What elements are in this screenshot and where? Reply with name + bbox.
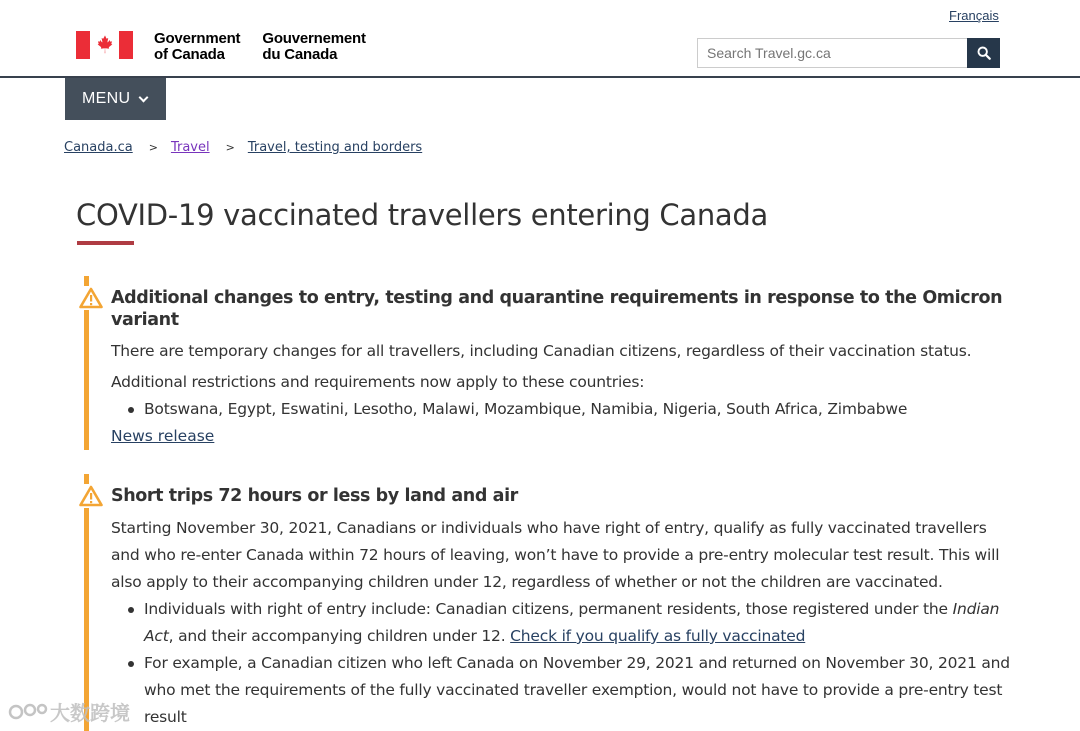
title-underline xyxy=(77,241,134,245)
list-item: Individuals with right of entry include: Canadian citizens, permanent residents, those registered under the Indian Act, and their accompanying children under 12. Check if you qualify as fully vaccinated xyxy=(128,596,1014,650)
site-search xyxy=(697,38,1000,68)
watermark-text: 大数跨境 xyxy=(50,701,130,725)
menu-button[interactable] xyxy=(65,78,166,120)
countries-list xyxy=(128,396,1014,423)
omicron-alert-paragraph: There are temporary changes for all travellers, including Canadian citizens, regardless of their vaccination status. xyxy=(111,342,972,360)
breadcrumb-separator-icon: > xyxy=(148,141,158,154)
chevron-down-icon xyxy=(139,92,149,102)
gov-name-fr: Gouvernement du Canada xyxy=(262,30,366,63)
short-trips-list xyxy=(128,596,1014,731)
list-item: For example, a Canadian citizen who left Canada on November 29, 2021 and returned on November 30, 2021 and who met the requirements of the fully vaccinated traveller exemption, would not have to provide a pre-entry test result xyxy=(128,650,1014,731)
government-signature[interactable] xyxy=(76,31,366,63)
short-trips-alert xyxy=(84,474,1014,731)
warning-icon xyxy=(78,484,104,508)
search-input[interactable] xyxy=(697,38,967,68)
short-trips-paragraph: Starting November 30, 2021, Canadians or individuals who have right of entry, qualify as fully vaccinated travellers and who re-enter Canada within 72 hours of leaving, won’t have to provide a pre-entry molecular test result. This will also apply to their accompanying children under 12, regardless of whether or not the children are vaccinated. xyxy=(111,519,1000,591)
short-trips-heading: Short trips 72 hours or less by land and air xyxy=(111,486,518,506)
gov-name-en: Government of Canada xyxy=(154,30,241,63)
omicron-alert-paragraph: Additional restrictions and requirements now apply to these countries: xyxy=(111,373,645,391)
list-item: Botswana, Egypt, Eswatini, Lesotho, Malawi, Mozambique, Namibia, Nigeria, South Africa, Zimbabwe xyxy=(128,396,1014,423)
search-button[interactable] xyxy=(967,38,1000,68)
page-title: COVID-19 vaccinated travellers entering Canada xyxy=(76,198,768,232)
omicron-alert xyxy=(84,276,1014,450)
warning-icon xyxy=(78,286,104,310)
language-toggle-link[interactable]: Français xyxy=(949,8,999,23)
omicron-alert-heading: Additional changes to entry, testing and quarantine requirements in response to the Omicron variant xyxy=(111,288,1003,330)
breadcrumb-testing-borders-link[interactable]: Travel, testing and borders xyxy=(247,140,423,155)
breadcrumb-travel-link[interactable]: Travel xyxy=(170,140,210,155)
canada-flag-icon xyxy=(76,31,133,59)
breadcrumb xyxy=(64,140,422,155)
watermark xyxy=(8,697,130,726)
check-vaccinated-link[interactable]: Check if you qualify as fully vaccinated xyxy=(510,627,806,645)
news-release-link[interactable]: News release xyxy=(111,427,215,445)
breadcrumb-canada-link[interactable]: Canada.ca xyxy=(64,140,133,155)
search-icon xyxy=(977,46,991,60)
breadcrumb-separator-icon: > xyxy=(225,141,235,154)
watermark-logo-icon xyxy=(8,701,50,723)
menu-label: MENU xyxy=(82,90,131,107)
